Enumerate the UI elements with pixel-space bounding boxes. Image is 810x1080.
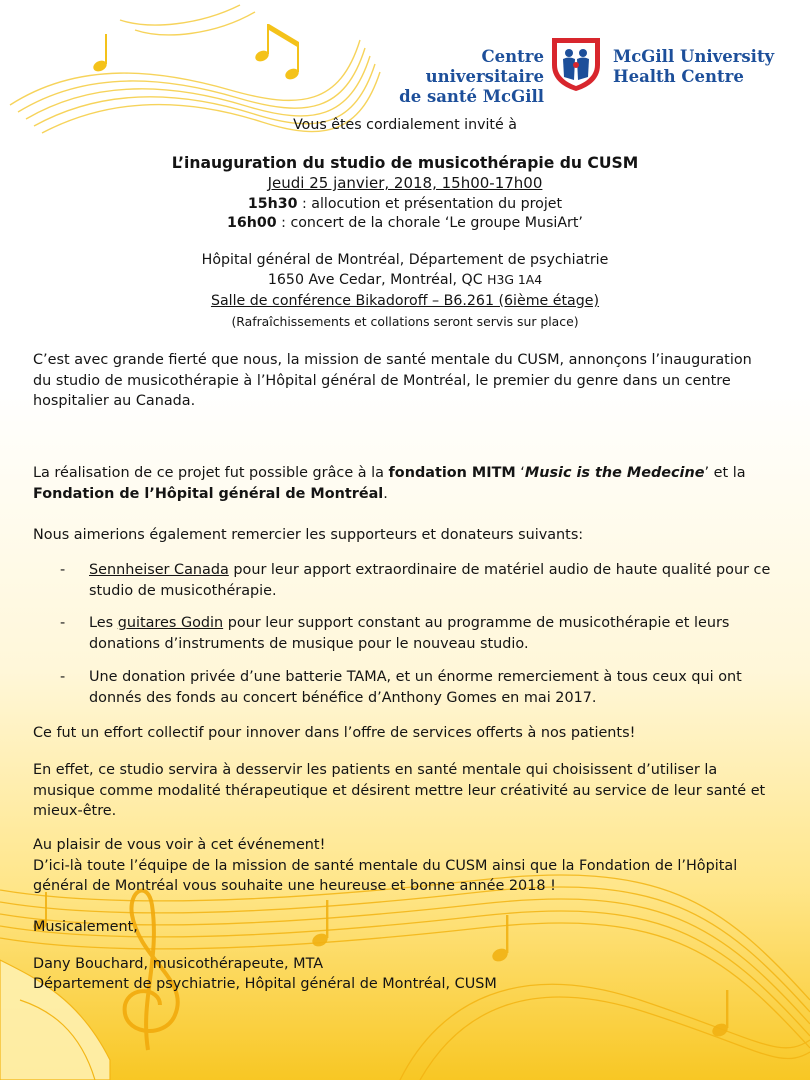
schedule-item-1 — [0, 195, 810, 214]
funding-text-a: La réalisation de ce projet fut possible grâce à la — [33, 465, 389, 481]
paragraph-funding — [33, 463, 773, 504]
sennheiser-link[interactable]: Sennheiser Canada — [89, 562, 229, 578]
cusm-logo — [362, 35, 782, 106]
funding-quote-open: ‘ — [515, 465, 525, 481]
schedule-event-2: : concert de la chorale ‘Le groupe MusiArt’ — [276, 215, 583, 231]
godin-prefix: Les — [89, 615, 118, 631]
cusm-crest-icon — [548, 35, 604, 93]
bullet-dash: - — [60, 562, 66, 578]
schedule-event-1: : allocution et présentation du projet — [297, 196, 563, 212]
invite-intro: Vous êtes cordialement invité à — [293, 117, 517, 133]
logo-fr-line1: Centre universitaire — [425, 47, 544, 86]
postal-code: H3G 1A4 — [487, 272, 543, 287]
funding-period: . — [383, 485, 388, 502]
list-item-tama — [60, 667, 770, 709]
godin-link[interactable]: guitares Godin — [117, 615, 224, 631]
address-text: 1650 Ave Cedar, Montréal, QC — [267, 272, 488, 288]
logo-en-line2: Health Centre — [613, 67, 744, 86]
list-item-sennheiser — [60, 560, 770, 602]
invite-title: L’inauguration du studio de musicothérapie du CUSM — [171, 154, 639, 172]
funding-music-medecine: Music is the Medecine — [524, 465, 705, 481]
closing-wish-line2: D’ici-là toute l’équipe de la mission de santé mentale du CUSM ainsi que la Fondation de l’Hôpital général de Montréal vous souhaite une heureuse et bonne année 2018 ! — [33, 857, 738, 894]
paragraph-announcement: C’est avec grande fierté que nous, la mission de santé mentale du CUSM, annonçons l’inauguration du studio de musicothérapie à l’Hôpital général de Montréal, le premier du genre dans un centre hospitalier au Canada. — [33, 352, 752, 409]
invite-date-text: Jeudi 25 janvier, 2018, 15h00-17h00 — [267, 174, 543, 192]
schedule-time-2: 16h00 — [227, 215, 277, 231]
list-item-godin — [60, 613, 770, 655]
tama-text: Une donation privée d’une batterie TAMA, et un énorme remerciement à tous ceux qui ont donnés des fonds au concert bénéfice d’Anthony Gomes en mai 2017. — [89, 669, 742, 706]
schedule-time-1: 15h30 — [247, 196, 298, 212]
bullet-dash: - — [60, 669, 66, 685]
funding-mitm: fondation MITM — [388, 465, 516, 481]
funding-foundation-hgm: Fondation de l’Hôpital général de Montréal — [33, 485, 384, 502]
closing-salutation: Musicalement, — [33, 919, 138, 935]
funding-text-e: ’ et la — [704, 465, 746, 481]
location-line1: Hôpital général de Montréal, Département de psychiatrie — [201, 252, 609, 268]
location-room — [0, 292, 810, 311]
schedule-item-2 — [0, 214, 810, 233]
logo-en-line1: McGill University — [613, 47, 775, 66]
signature-department: Département de psychiatrie, Hôpital général de Montréal, CUSM — [33, 976, 497, 992]
godin-text: pour leur support constant au programme de musicothérapie et leurs donations d’instruments de musique pour le nouveau studio. — [89, 615, 730, 652]
logo-fr-line2: de santé McGill — [399, 87, 544, 106]
paragraph-purpose: En effet, ce studio servira à desservir les patients en santé mentale qui choisissent d’utiliser la musique comme modalité thérapeutique et désirent mettre leur créativité au service de leur santé et mieux-être. — [33, 762, 766, 819]
room-text: Salle de conférence Bikadoroff – B6.261 (6ième étage) — [210, 293, 600, 309]
logo-text-en — [613, 47, 774, 87]
location-note: (Rafraîchissements et collations seront servis sur place) — [231, 314, 579, 329]
sennheiser-text: pour leur apport extraordinaire de matériel audio de haute qualité pour ce studio de musicothérapie. — [89, 562, 771, 599]
bullet-dash: - — [60, 615, 66, 631]
closing-wish-line1: Au plaisir de vous voir à cet événement! — [33, 837, 326, 853]
invite-date — [0, 174, 810, 193]
signature-name: Dany Bouchard, musicothérapeute, MTA — [33, 956, 324, 972]
logo-text-fr — [362, 47, 544, 107]
paragraph-thanks: Nous aimerions également remercier les supporteurs et donateurs suivants: — [33, 527, 584, 543]
location-address — [0, 271, 810, 290]
paragraph-collective: Ce fut un effort collectif pour innover dans l’offre de services offerts à nos patients! — [33, 725, 636, 741]
paragraph-closing-wish — [33, 835, 773, 897]
